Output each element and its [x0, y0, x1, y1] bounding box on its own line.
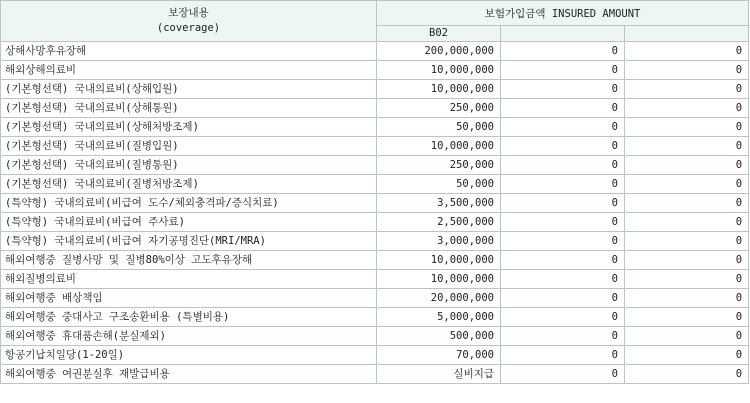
amount-cell: 0 [625, 365, 749, 384]
table-row [1, 137, 749, 156]
plan-column-header: B02 [377, 26, 501, 42]
amount-cell: 0 [501, 61, 625, 80]
amount-cell: 0 [501, 99, 625, 118]
amount-cell: 250,000 [377, 156, 501, 175]
coverage-label: 상해사망후유장해 [1, 42, 377, 61]
coverage-label: 해외여행중 중대사고 구조송환비용 (특별비용) [1, 308, 377, 327]
amount-cell: 0 [501, 251, 625, 270]
amount-cell: 0 [501, 42, 625, 61]
amount-cell: 0 [625, 156, 749, 175]
coverage-label: 해외여행중 배상책임 [1, 289, 377, 308]
amount-cell: 0 [625, 213, 749, 232]
coverage-header [1, 1, 377, 42]
amount-cell: 0 [625, 175, 749, 194]
coverage-label: 해외질병의료비 [1, 270, 377, 289]
table-row [1, 289, 749, 308]
amount-cell: 0 [625, 327, 749, 346]
coverage-label: (기본형선택) 국내의료비(질병통원) [1, 156, 377, 175]
amount-cell: 5,000,000 [377, 308, 501, 327]
coverage-label: 해외여행중 휴대품손해(분실제외) [1, 327, 377, 346]
amount-cell: 10,000,000 [377, 270, 501, 289]
amount-cell: 0 [625, 194, 749, 213]
coverage-label: (기본형선택) 국내의료비(질병입원) [1, 137, 377, 156]
amount-cell: 250,000 [377, 99, 501, 118]
amount-cell: 0 [501, 365, 625, 384]
amount-cell: 0 [625, 270, 749, 289]
table-row [1, 194, 749, 213]
amount-cell: 200,000,000 [377, 42, 501, 61]
amount-cell: 0 [625, 232, 749, 251]
plan-column-header [625, 26, 749, 42]
amount-cell: 0 [501, 232, 625, 251]
table-row [1, 80, 749, 99]
amount-cell: 2,500,000 [377, 213, 501, 232]
amount-cell: 0 [625, 118, 749, 137]
amount-cell: 0 [501, 346, 625, 365]
table-row [1, 251, 749, 270]
coverage-label: (기본형선택) 국내의료비(상해입원) [1, 80, 377, 99]
amount-cell: 실비지급 [377, 365, 501, 384]
amount-cell: 0 [501, 194, 625, 213]
amount-cell: 0 [625, 289, 749, 308]
amount-cell: 10,000,000 [377, 137, 501, 156]
table-row [1, 308, 749, 327]
amount-cell: 0 [501, 118, 625, 137]
table-row [1, 365, 749, 384]
amount-cell: 70,000 [377, 346, 501, 365]
amount-cell: 0 [625, 251, 749, 270]
table-row [1, 42, 749, 61]
amount-cell: 500,000 [377, 327, 501, 346]
table-row [1, 118, 749, 137]
coverage-label: (특약형) 국내의료비(비급여 자기공명진단(MRI/MRA) [1, 232, 377, 251]
amount-cell: 0 [625, 346, 749, 365]
coverage-subtitle: (coverage) [156, 22, 221, 34]
table-row [1, 156, 749, 175]
amount-cell: 50,000 [377, 175, 501, 194]
plan-column-header [501, 26, 625, 42]
amount-cell: 50,000 [377, 118, 501, 137]
amount-cell: 0 [501, 80, 625, 99]
amount-cell: 3,000,000 [377, 232, 501, 251]
coverage-label: (기본형선택) 국내의료비(상해통원) [1, 99, 377, 118]
amount-cell: 0 [501, 289, 625, 308]
amount-cell: 0 [501, 270, 625, 289]
coverage-label: 항공기납치일당(1-20일) [1, 346, 377, 365]
amount-cell: 0 [625, 99, 749, 118]
table-row [1, 270, 749, 289]
amount-cell: 0 [501, 156, 625, 175]
amount-cell: 10,000,000 [377, 80, 501, 99]
amount-cell: 0 [625, 137, 749, 156]
amount-cell: 20,000,000 [377, 289, 501, 308]
coverage-label: (기본형선택) 국내의료비(질병처방조제) [1, 175, 377, 194]
amount-cell: 0 [501, 175, 625, 194]
table-row [1, 213, 749, 232]
table-row [1, 346, 749, 365]
coverage-label: 해외상해의료비 [1, 61, 377, 80]
amount-cell: 0 [501, 327, 625, 346]
amount-cell: 0 [501, 213, 625, 232]
coverage-label: (기본형선택) 국내의료비(상해처방조제) [1, 118, 377, 137]
amount-cell: 0 [625, 80, 749, 99]
coverage-rows [1, 42, 749, 384]
amount-cell: 0 [501, 308, 625, 327]
insured-amount-header: 보험가입금액 INSURED AMOUNT [377, 1, 749, 26]
amount-cell: 0 [625, 61, 749, 80]
amount-cell: 0 [625, 42, 749, 61]
table-row [1, 327, 749, 346]
amount-cell: 10,000,000 [377, 61, 501, 80]
table-row [1, 99, 749, 118]
table-row [1, 232, 749, 251]
table-row [1, 61, 749, 80]
amount-cell: 3,500,000 [377, 194, 501, 213]
table-row [1, 175, 749, 194]
coverage-label: (특약형) 국내의료비(비급여 주사료) [1, 213, 377, 232]
coverage-title: 보장내용 [168, 7, 209, 19]
coverage-label: 해외여행중 질병사망 및 질병80%이상 고도후유장해 [1, 251, 377, 270]
coverage-label: 해외여행중 여권분실후 재발급비용 [1, 365, 377, 384]
coverage-label: (특약형) 국내의료비(비급여 도수/체외충격파/증식치료) [1, 194, 377, 213]
amount-cell: 10,000,000 [377, 251, 501, 270]
amount-cell: 0 [501, 137, 625, 156]
amount-cell: 0 [625, 308, 749, 327]
